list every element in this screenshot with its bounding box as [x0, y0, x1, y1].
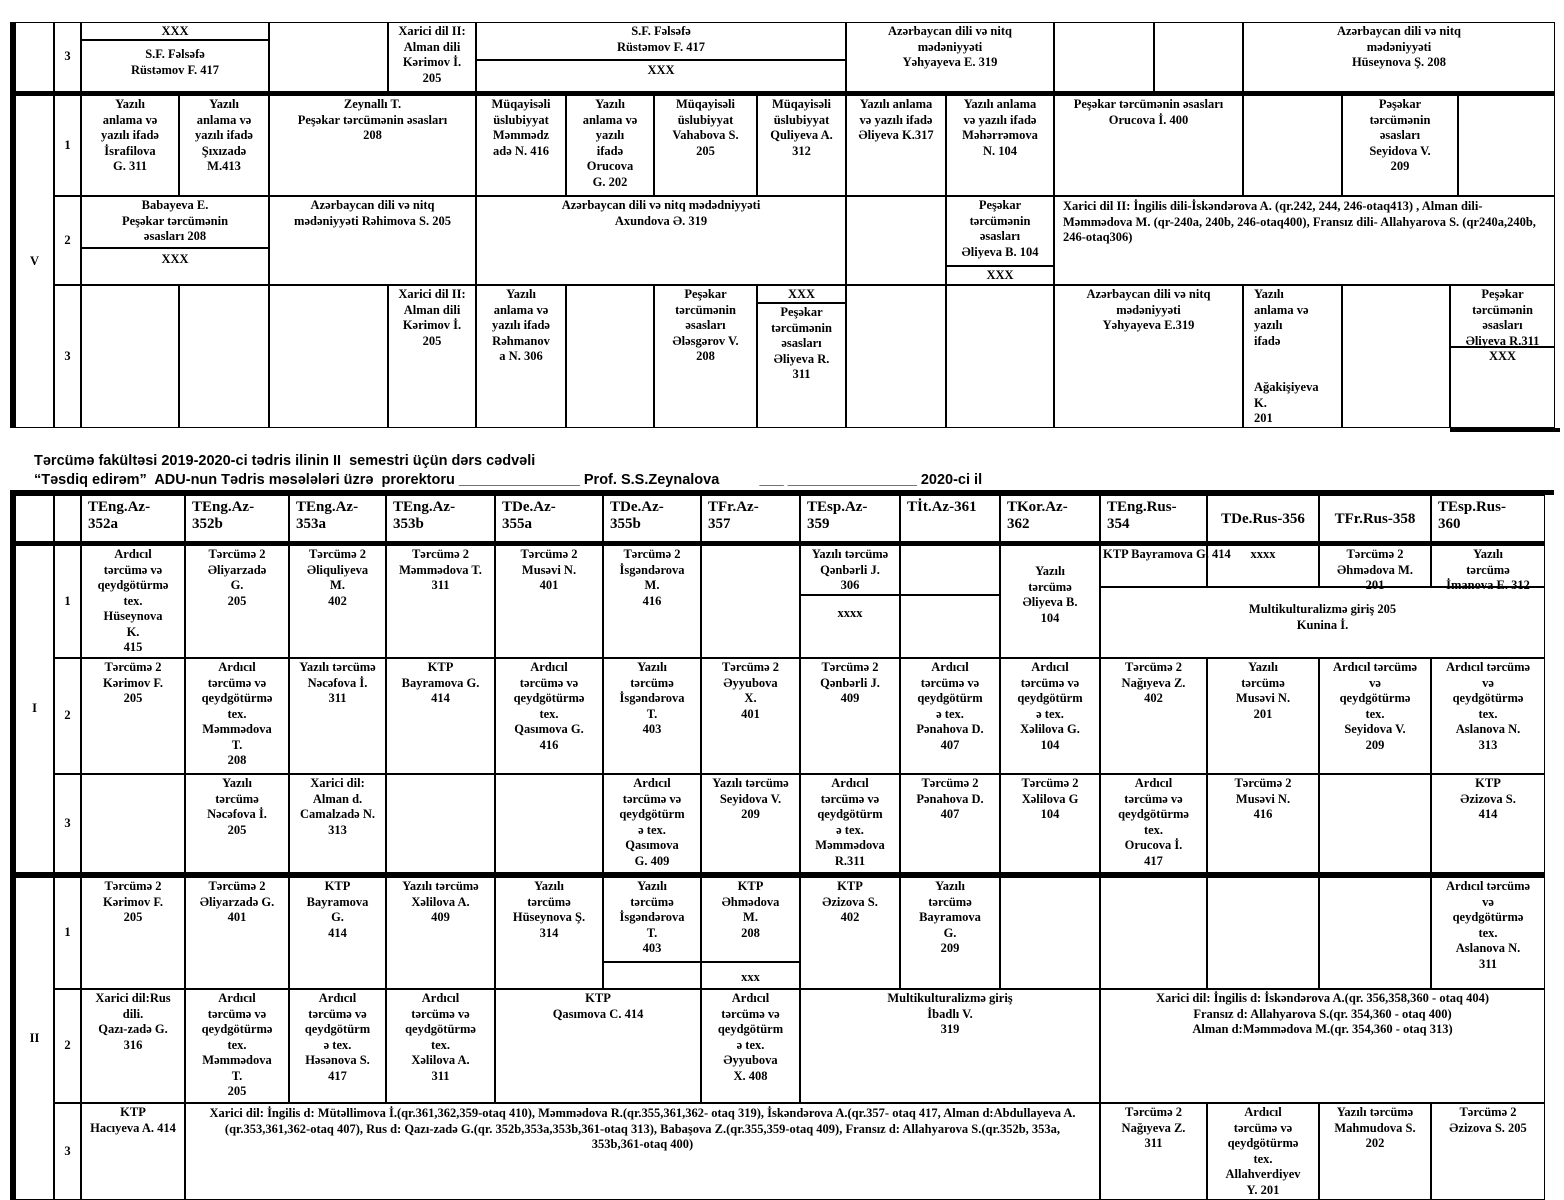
cell: Peşəkar tərcümənin əsasları Əliyeva B. 104	[946, 196, 1054, 266]
cell-empty	[946, 285, 1054, 428]
cell-empty	[1319, 774, 1431, 873]
header-corner	[54, 495, 81, 543]
group-header: TDe.Az- 355b	[603, 495, 701, 543]
cell: Tərcümə 2 Əliyarzadə G. 205	[185, 545, 289, 658]
cell-empty	[900, 595, 1000, 658]
cell: Müqayisəli üslubiyyat Vahabova S. 205	[654, 95, 757, 196]
cell-top-philosophy: S.F. Fəlsəfə Rüstəmov F. 417	[81, 40, 269, 92]
cell: Müqayisəli üslubiyyat Məmmədz adə N. 416	[476, 95, 566, 196]
cell: Yazılı anlama və yazılı ifadə Rəhmanov a N. 306	[476, 285, 566, 428]
cell: Peşəkar tərcümənin əsasları Orucova İ. 400	[1054, 95, 1243, 196]
group-header: TDe.Az- 355a	[495, 495, 603, 543]
cell-empty	[1207, 877, 1319, 989]
day-cell	[15, 22, 54, 92]
cell-empty	[81, 774, 185, 873]
cell: Tərcümə 2 Əliquliyeva M. 402	[289, 545, 386, 658]
cell-xxx: XXX	[81, 248, 269, 285]
cell: Ardıcıl tərcümə və qeydgötürmə tex. Aslanova N. 313	[1431, 658, 1545, 774]
cell: Azərbaycan dili və nitq mədədniyyəti Axundova Ə. 319	[476, 196, 846, 285]
cell: Peşəkar tərcümənin əsasları Əliyeva R. 311	[757, 303, 846, 428]
cell: Tərcümə 2 Əliyarzadə G. 401	[185, 877, 289, 989]
cell-top-philosophy-2: S.F. Fəlsəfə Rüstəmov F. 417	[476, 22, 846, 60]
cell: Xarici dil: Alman d. Camalzadə N. 313	[289, 774, 386, 873]
cell-empty	[566, 285, 654, 428]
cell: Tərcümə 2 Nağıyeva Z. 402	[1100, 658, 1207, 774]
cell-empty	[1243, 95, 1342, 196]
cell: Müqayisəli üslubiyyat Quliyeva A. 312	[757, 95, 846, 196]
cell: KTP Əhmədova M. 208	[701, 877, 800, 962]
cell-empty	[1319, 877, 1431, 989]
cell: Ardıcıl tərcümə və qeydgötürm ə tex. Qasımova G. 409	[603, 774, 701, 873]
slot-number: 2	[54, 989, 81, 1103]
cell: Zeynallı T. Peşəkar tərcümənin əsasları 208	[269, 95, 476, 196]
cell: Ardıcıl tərcümə və qeydgötürmə tex. Xəlilova A. 311	[386, 989, 495, 1103]
cell-xxxx: xxxx	[800, 595, 900, 658]
cell-top-azlang: Azərbaycan dili və nitq mədəniyyəti Yəhyayeva E. 319	[846, 22, 1054, 92]
cell: Ardıcıl tərcümə və qeydgötürmə tex. Allahverdiyev Y. 201	[1207, 1103, 1319, 1200]
cell: KTP Əzizova S. 414	[1431, 774, 1545, 873]
day-label: II	[15, 877, 54, 1200]
cell: Tərcümə 2 Məmmədova T. 311	[386, 545, 495, 658]
cell: Ardıcıl tərcümə və qeydgötürmə tex. Məmmədova T. 205	[185, 989, 289, 1103]
cell: Yazılı tərcümə Əliyeva B. 104	[1000, 545, 1100, 658]
cell-xxx: XXX	[946, 266, 1054, 285]
cell: Tərcümə 2 Qənbərli J. 409	[800, 658, 900, 774]
day-label: I	[15, 545, 54, 873]
cell: Tərcümə 2 Əzizova S. 205	[1431, 1103, 1545, 1200]
group-header: TEng.Az- 352b	[185, 495, 289, 543]
cell: Yazılı tərcümə Hüseynova Ş. 314	[495, 877, 603, 989]
cell-foreign-language: Xarici dil: İngilis d: Mütəllimova İ.(qr.361,362,359-otaq 410), Məmmədova R.(qr.355,361,362- otaq 319), İskəndərova A.(qr.357- otaq 417, Alman d:Abdullayeva A.(qr.353,361,362-otaq 407), Rus d: Qazı-zadə G.(qr. 352b,353a,353b,361-otaq 313), Babaşova Z.(qr.355,359-otaq 409), Fransız d: Allahyarova S.(qr.352b, 353a, 353b,361-otaq 400)	[185, 1103, 1100, 1200]
group-header: Tİt.Az-361	[900, 495, 1000, 543]
schedule-title: Tərcümə fakültəsi 2019-2020-ci tədris ilinin II semestri üçün dərs cədvəli	[34, 453, 536, 469]
cell: Babayeva E. Peşəkar tərcümənin əsasları 208	[81, 196, 269, 248]
cell: Tərcümə 2 Musəvi N. 416	[1207, 774, 1319, 873]
slot-number: 3	[54, 774, 81, 873]
cell-empty	[386, 774, 495, 873]
slot-number: 2	[54, 196, 81, 285]
group-header: TFr.Az- 357	[701, 495, 800, 543]
cell: Tərcümə 2 Pənahova D. 407	[900, 774, 1000, 873]
cell: Tərcümə 2 Əyyubova X. 401	[701, 658, 800, 774]
group-header: TEsp.Rus- 360	[1431, 495, 1545, 543]
cell-foreign-language: Xarici dil II: İngilis dili-İskəndərova A. (qr.242, 244, 246-otaq413) , Alman dili-Məmmədova M. (qr-240a, 240b, 246-otaq400), Fransız dili- Allahyarova S. (qr240a,240b, 246-otaq306)	[1054, 196, 1555, 285]
group-header: TEsp.Az- 359	[800, 495, 900, 543]
cell-empty	[1054, 22, 1154, 92]
cell: Yazılı tərcümə Musəvi N. 201	[1207, 658, 1319, 774]
cell: Azərbaycan dili və nitq mədəniyyəti Yəhyayeva E.319	[1054, 285, 1243, 428]
day-label: V	[15, 95, 54, 428]
cell: Yazılı tərcümə İsgəndərova T. 403	[603, 658, 701, 774]
cell: Yazılı tərcümə İmanova E. 312	[1431, 545, 1545, 587]
cell: KTP Əzizova S. 402	[800, 877, 900, 989]
cell: KTP Bayramova G. 414	[289, 877, 386, 989]
cell-empty	[179, 285, 269, 428]
cell-empty	[1000, 877, 1100, 989]
cell: Ardıcıl tərcümə və qeydgötürm ə tex. Həsənova S. 417	[289, 989, 386, 1103]
cell-xxx: xxx	[701, 962, 800, 989]
cell: Yazılı tərcümə Seyidova V. 209	[701, 774, 800, 873]
cell-empty	[269, 285, 388, 428]
group-header: TKor.Az- 362	[1000, 495, 1100, 543]
cell: Ardıcıl tərcümə və qeydgötürm ə tex. Məmmədova R.311	[800, 774, 900, 873]
cell: Yazılı tərcümə Nəcəfova İ. 205	[185, 774, 289, 873]
group-header: TEng.Az- 353a	[289, 495, 386, 543]
cell: Yazılı tərcümə Mahmudova S. 202	[1319, 1103, 1431, 1200]
cell-xxx: XXX	[1450, 347, 1555, 428]
cell: KTP Bayramova G. 414	[386, 658, 495, 774]
cell-empty	[900, 545, 1000, 595]
cell: Peşəkar tərcümənin əsasları Ələsgərov V. 208	[654, 285, 757, 428]
cell-xxxx: xxxx	[1207, 545, 1319, 587]
cell: Ardıcıl tərcümə və qeydgötürmə tex. Hüseynova K. 415	[81, 545, 185, 658]
cell: Tərcümə 2 Kərimov F. 205	[81, 658, 185, 774]
cell: KTP Qasımova C. 414	[495, 989, 701, 1103]
cell-empty	[1342, 285, 1450, 428]
cell: Yazılı anlama və yazılı ifadə Məhərrəmova N. 104	[946, 95, 1054, 196]
group-header: TEng.Az- 352a	[81, 495, 185, 543]
slot-number: 3	[54, 1103, 81, 1200]
cell: Yazılı anlama və yazılı ifadə Orucova G. 202	[566, 95, 654, 196]
cell: Yazılı tərcümə Bayramova G. 209	[900, 877, 1000, 989]
cell: Peşəkar tərcümənin əsasları Əliyeva R.311	[1450, 285, 1555, 347]
cell: Ardıcıl tərcümə və qeydgötürm ə tex. Əyyubova X. 408	[701, 989, 800, 1103]
cell-top-xxx-2: XXX	[476, 60, 846, 92]
cell: Yazılı anlama və yazılı ifadə Ağakişiyeva K. 201	[1243, 285, 1342, 428]
section-bottom	[1450, 428, 1560, 432]
cell: Yazılı anlama və yazılı ifadə Şıxızadə M.413	[179, 95, 269, 196]
group-header: TDe.Rus-356	[1207, 495, 1319, 543]
cell: Xarici dil II: Alman dili Kərimov İ. 205	[388, 285, 476, 428]
slot-number: 2	[54, 658, 81, 774]
cell-empty	[81, 285, 179, 428]
cell-empty	[495, 774, 603, 873]
cell: Ardıcıl tərcümə və qeydgötürmə tex. Qasımova G. 416	[495, 658, 603, 774]
cell-top-azlang-2: Azərbaycan dili və nitq mədəniyyəti Hüseynova Ş. 208	[1243, 22, 1555, 92]
cell: Yazılı anlama və yazılı ifadə Əliyeva K.317	[846, 95, 946, 196]
cell: Tərcümə 2 İsgəndərova M. 416	[603, 545, 701, 658]
cell: Ardıcıl tərcümə və qeydgötürm ə tex. Xəlilova G. 104	[1000, 658, 1100, 774]
cell-multiculturalism: Multikulturalizmə giriş 205 Kunina İ.	[1100, 587, 1545, 658]
cell: Yazılı tərcümə Qənbərli J. 306	[800, 545, 900, 595]
cell: Ardıcıl tərcümə və qeydgötürmə tex. Aslanova N. 311	[1431, 877, 1545, 989]
cell: Tərcümə 2 Əhmədova M. 201	[1319, 545, 1431, 587]
header-corner	[15, 495, 54, 543]
slot-number: 3	[54, 22, 81, 92]
cell: Ardıcıl tərcümə və qeydgötürmə tex. Məmmədova T. 208	[185, 658, 289, 774]
cell: Yazılı tərcümə İsgəndərova T. 403	[603, 877, 701, 962]
cell-empty	[603, 962, 701, 989]
cell: Xarici dil:Rus dili. Qazı-zadə G. 316	[81, 989, 185, 1103]
group-header: TEng.Rus- 354	[1100, 495, 1207, 543]
slot-number: 1	[54, 95, 81, 196]
cell: Yazılı tərcümə Xəlilova A. 409	[386, 877, 495, 989]
cell-top-german: Xarici dil II: Alman dili Kərimov İ. 205	[388, 22, 476, 92]
cell: Pəşəkar tərcümənin əsasları Seyidova V. 209	[1342, 95, 1458, 196]
cell: Ardıcıl tərcümə və qeydgötürmə tex. Seyidova V. 209	[1319, 658, 1431, 774]
slot-number: 3	[54, 285, 81, 428]
cell	[701, 545, 800, 658]
cell-empty	[846, 196, 946, 285]
cell-empty	[269, 22, 388, 92]
cell-xxx: XXX	[757, 285, 846, 303]
cell: Tərcümə 2 Nağıyeva Z. 311	[1100, 1103, 1207, 1200]
group-header: TEng.Az- 353b	[386, 495, 495, 543]
slot-number: 1	[54, 545, 81, 658]
cell-empty	[1154, 22, 1243, 92]
cell: Yazılı tərcümə Nəcəfova İ. 311	[289, 658, 386, 774]
cell: Tərcümə 2 Musəvi N. 401	[495, 545, 603, 658]
group-header: TFr.Rus-358	[1319, 495, 1431, 543]
cell-empty	[1100, 877, 1207, 989]
cell-foreign-language: Xarici dil: İngilis d: İskəndərova A.(qr. 356,358,360 - otaq 404) Fransız d: Allahyarova S.(qr. 354,360 - otaq 400) Alman d:Məmmədova M.(qr. 354,360 - otaq 313)	[1100, 989, 1545, 1103]
slot-number: 1	[54, 877, 81, 989]
cell-empty	[846, 285, 946, 428]
cell: Azərbaycan dili və nitq mədəniyyəti Rəhimova S. 205	[269, 196, 476, 285]
cell: Tərcümə 2 Kərimov F. 205	[81, 877, 185, 989]
cell: Yazılı anlama və yazılı ifadə İsrafilova G. 311	[81, 95, 179, 196]
cell: Ardıcıl tərcümə və qeydgötürm ə tex. Pənahova D. 407	[900, 658, 1000, 774]
cell-empty	[1458, 95, 1555, 196]
cell: KTP Hacıyeva A. 414	[81, 1103, 185, 1200]
approval-line: “Təsdiq edirəm” ADU-nun Tədris məsələləri üzrə prorektoru _______________ Prof. S.S.Zeynalova ___ ________________ 2020-ci il	[34, 472, 983, 488]
cell: Ardıcıl tərcümə və qeydgötürmə tex. Orucova İ. 417	[1100, 774, 1207, 873]
cell: Tərcümə 2 Xəlilova G 104	[1000, 774, 1100, 873]
cell-top-xxx: XXX	[81, 22, 269, 40]
cell-multiculturalism: Multikulturalizmə giriş İbadlı V. 319	[800, 989, 1100, 1103]
cell: KTP Bayramova G. 414	[1100, 545, 1207, 587]
